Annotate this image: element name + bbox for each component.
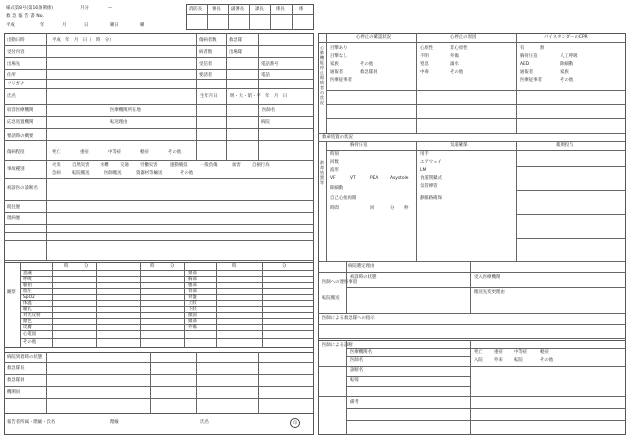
outcome-moderate[interactable]: 中等症 (514, 350, 528, 355)
side-field-tel: 電話 (261, 73, 270, 78)
cpr-family[interactable]: 家族 (560, 70, 569, 75)
vitals-right-abdomen: 腹部 (188, 283, 197, 288)
doctor-diagnosis-title: 医師による診断 (322, 343, 353, 348)
vitals-right-upper-limb: 上肢 (188, 301, 197, 306)
row-label-hospital: 収容医療機関 (7, 108, 34, 113)
airway-lm[interactable]: LM (420, 168, 427, 173)
cpr-compression[interactable]: 胸骨圧迫 (520, 54, 538, 59)
times-unit: 回 (370, 206, 375, 211)
accident-doctor-transport[interactable]: 医師搬送 (104, 171, 122, 176)
ecg-pea[interactable]: PEA (370, 176, 379, 181)
vitals-col-min-2: 分 (170, 264, 175, 269)
airway-esophageal[interactable]: 食道閉鎖式 (420, 176, 442, 181)
cause-choking[interactable]: 窒息 (420, 62, 429, 67)
approval-section: 課長 (255, 7, 264, 12)
accident-transfer[interactable]: 転院搬送 (72, 171, 90, 176)
vitals-right-trauma: 外傷 (188, 325, 197, 330)
row-label-first-aid: 応急処置機関 (7, 120, 34, 125)
row-label-reception: 受付内容 (7, 50, 25, 55)
row-label-injury-degree: 傷病程度 (7, 150, 25, 155)
ecg-asystole[interactable]: Asystole (390, 176, 409, 181)
contact-title: 医師への連絡事項 (322, 280, 358, 285)
vitals-col-min-1: 分 (84, 264, 89, 269)
cause-drowning[interactable]: 溺水 (450, 62, 459, 67)
transfer-title: 転院搬送 (322, 296, 340, 301)
date-era: 平成 (6, 23, 15, 28)
severity-severe[interactable]: 重症 (80, 150, 89, 155)
arrest-other[interactable]: その他 (360, 62, 374, 67)
cpr-ventilation[interactable]: 人工呼吸 (560, 54, 578, 59)
severity-other[interactable]: その他 (168, 150, 182, 155)
cpr-section-title: 胸骨圧迫 (350, 143, 368, 148)
accident-traffic[interactable]: 交通 (120, 163, 129, 168)
accident-sports[interactable]: 運動競技 (170, 163, 188, 168)
vitals-row-ecg: 心電図 (23, 332, 37, 337)
date-weekday-suffix: 曜 (140, 23, 145, 28)
outcome-admit[interactable]: 入院 (474, 358, 483, 363)
airway-section-title: 気道確保 (450, 143, 468, 148)
initial-state: 初診時の状態 (350, 275, 377, 280)
cpr-count: 回数 (330, 160, 339, 165)
crew-member: 救急隊員 (7, 378, 25, 383)
vitals-right-chest: 胸部 (188, 277, 197, 282)
airway-airway[interactable]: エアウェイ (420, 160, 442, 165)
row-label-accident-type: 事故種別 (7, 167, 25, 172)
accident-disaster[interactable]: 自然災害 (72, 163, 90, 168)
time-unit: 時間 (330, 206, 339, 211)
outcome-severe[interactable]: 重症 (494, 350, 503, 355)
side-field-sick: 病者数 (199, 50, 213, 55)
vitals-right-lower-limb: 下肢 (188, 307, 197, 312)
vitals-right-face: 顔面 (188, 313, 197, 318)
vitals-row-face-color: 顔色 (23, 319, 32, 324)
date-weekday: 曜日 (110, 23, 119, 28)
diag-diagnosis: 診断名 (350, 368, 364, 373)
lifesaving-title: 救命処置の状況 (322, 135, 353, 140)
airway-intubation[interactable]: 気管挿管 (420, 184, 438, 189)
vitals-row-consciousness: 意識 (23, 271, 32, 276)
side-field-unit: 救急隊 (229, 38, 243, 43)
change-reason: 搬送先変更理由 (474, 290, 505, 295)
vitals-right-back: 背部 (188, 289, 197, 294)
cpr-yes[interactable]: 有 (520, 46, 525, 51)
arrest-ems[interactable]: 救急隊員 (360, 70, 378, 75)
form-number: 様式第8号(第16条関係) (6, 6, 53, 11)
vitals-grid (4, 262, 314, 348)
outcome-mild[interactable]: 軽症 (540, 350, 549, 355)
vitals-row-pupil: 瞳孔 (23, 307, 32, 312)
accident-assault[interactable]: 加害 (232, 163, 241, 168)
cardiac-arrest-title: 心停止の確認状況 (356, 35, 392, 40)
cpr-aed[interactable]: AED (520, 62, 530, 67)
vitals-row-other: その他 (23, 340, 37, 345)
cpr-no[interactable]: 無 (540, 46, 545, 51)
row-label-history: 既往歴 (7, 205, 21, 210)
severity-dead[interactable]: 死亡 (52, 150, 61, 155)
diag-outcome: 転帰 (350, 378, 359, 383)
row-label-furigana: フリガナ (7, 82, 25, 87)
vitals-row-temp: 体温 (23, 301, 32, 306)
vitals-row-bp: 血圧 (23, 289, 32, 294)
side-field-hospital: 病院 (261, 120, 270, 125)
vitals-row-respiration: 呼吸 (23, 277, 32, 282)
arrest-witnessed[interactable]: 目撃あり (330, 46, 348, 51)
date-month: 月 (62, 23, 67, 28)
accident-self-harm[interactable]: 自損行為 (252, 163, 270, 168)
arrest-medical[interactable]: 医療従事者 (330, 78, 352, 83)
minute-unit: 分 (390, 206, 395, 211)
side-field-dispatched: 出場隊 (229, 50, 243, 55)
month-label: 月分 (80, 6, 89, 11)
row-label-request-summary: 要請時の概要 (7, 134, 34, 139)
vitals-row-skin: 皮膚 (23, 325, 32, 330)
row-label-hospital-address: 医療機関所在地 (110, 108, 141, 113)
iv-section-title: 静脈路確保 (420, 196, 442, 201)
bystander-cpr-title: バイスタンダーのCPR (544, 35, 588, 40)
accident-equipment[interactable]: 資器材等輸送 (136, 171, 163, 176)
diag-doctor-name: 医師名 (350, 358, 364, 363)
arrest-caller[interactable]: 通報者 (330, 70, 344, 75)
date-year: 年 (40, 23, 45, 28)
receiving-hospital: 受入医療機関 (474, 275, 501, 280)
vitals-title: 観察 (7, 290, 16, 295)
severity-mild[interactable]: 軽症 (140, 150, 149, 155)
accident-sudden-illness[interactable]: 急病 (52, 171, 61, 176)
vitals-right-neck: 頸部 (188, 271, 197, 276)
side-field-phone: 電話番号 (261, 62, 279, 67)
cpr-caller[interactable]: 通報者 (520, 70, 534, 75)
crew-leader: 救急隊長 (7, 366, 25, 371)
rosc-label: 自己心拍再開 (330, 196, 357, 201)
form-title: 救 急 報 告 書 No. (6, 14, 44, 19)
vitals-right-pelvis: 骨盤 (188, 295, 197, 300)
severity-moderate[interactable]: 中等症 (108, 150, 122, 155)
cause-cardiac[interactable]: 心原性 (420, 46, 434, 51)
accident-general-injury[interactable]: 一般負傷 (200, 163, 218, 168)
vitals-col-hour-1: 時 (64, 264, 69, 269)
accident-other[interactable]: その他 (180, 171, 194, 176)
row-label-birthdate: 生年月日 (200, 94, 218, 99)
approval-deputy: 副署長 (231, 7, 245, 12)
vitals-col-hour-2: 時 (150, 264, 155, 269)
cpr-other[interactable]: その他 (560, 78, 574, 83)
arrest-cause-title: 心停止の原因 (450, 35, 477, 40)
cause-other[interactable]: その他 (450, 70, 464, 75)
vitals-row-spo2: SpO2 (23, 295, 35, 300)
ecg-waveform: 波形 (330, 168, 339, 173)
outcome-outpatient[interactable]: 外来 (494, 358, 503, 363)
vitals-right-head: 頭部 (188, 319, 197, 324)
vitals-row-pulse: 脈拍 (23, 283, 32, 288)
vitals-col-min-3: 分 (282, 264, 287, 269)
approval-stamps (186, 4, 314, 30)
row-label-present-illness: 現病歴 (7, 216, 21, 221)
row-value-dispatch-time[interactable]: 平成 年 月 日（ 時 分） (52, 38, 114, 43)
cause-unknown[interactable]: 不明 (420, 54, 429, 59)
crew-arrival-state: 病院到着時の状態 (7, 355, 43, 360)
diag-notes: 備考 (350, 400, 359, 405)
crew-driver: 機関員 (7, 390, 21, 395)
hospital-selection-title: 病院選定理由 (348, 264, 375, 269)
second-unit: 秒 (404, 206, 409, 211)
approval-subsection: 係長 (276, 7, 285, 12)
arrest-not-witnessed[interactable]: 目撃なし (330, 54, 348, 59)
row-label-dispatch-time: 出動日時 (7, 38, 25, 43)
row-value-transfer-reason: 転送理由 (110, 120, 128, 125)
approval-chief: 消防長 (189, 7, 203, 12)
approval-staff: 係 (299, 7, 304, 12)
cpr-medical[interactable]: 医療従事者 (520, 78, 542, 83)
vitals-col-hour-3: 時 (232, 264, 237, 269)
vitals-row-light-reflex: 対光反射 (23, 313, 41, 318)
arrest-family[interactable]: 家族 (330, 62, 339, 67)
reporter-label: 報告者所属・階級・氏名 (7, 420, 56, 425)
lifesaving-side-label: 救命処置等 (319, 160, 325, 185)
diag-hospital-name: 医療機関名 (350, 350, 372, 355)
row-label-name: 氏名 (7, 94, 16, 99)
accident-water[interactable]: 水難 (100, 163, 109, 168)
cpa-side-label: 心肺機能停止傷病者の状況 (319, 45, 325, 105)
row-label-destination: 出場先 (7, 62, 21, 67)
outcome-other[interactable]: その他 (540, 358, 554, 363)
outcome-dead[interactable]: 死亡 (474, 350, 483, 355)
accident-labor[interactable]: 労働災害 (140, 163, 158, 168)
seal-stamp: 印 (290, 418, 300, 428)
reporter-rank: 階級 (110, 420, 119, 425)
cpr-time: 時刻 (330, 152, 339, 157)
side-field-receiver: 受信者 (199, 62, 213, 67)
approval-station-head: 署長 (212, 7, 221, 12)
ecg-vf[interactable]: VF (330, 176, 336, 181)
airway-manual[interactable]: 用手 (420, 152, 429, 157)
doctor-instruction-title: 医師による救急隊への指示 (322, 316, 375, 321)
drug-section-title: 薬剤投与 (556, 143, 574, 148)
row-label-diagnosis: 初診医の診断名 (7, 186, 38, 191)
cause-trauma[interactable]: 外傷 (450, 54, 459, 59)
side-field-requester: 要請者 (199, 73, 213, 78)
accident-fire[interactable]: 火災 (52, 163, 61, 168)
cause-noncardiac[interactable]: 非心原性 (450, 46, 468, 51)
ecg-vt[interactable]: VT (350, 176, 356, 181)
row-label-doctor: 医師名 (262, 108, 276, 113)
cpr-defib[interactable]: 除細動 (560, 62, 574, 67)
reporter-name: 氏名 (200, 420, 209, 425)
date-day: 日 (84, 23, 89, 28)
outcome-transfer[interactable]: 転院 (514, 358, 523, 363)
side-field-patients: 傷病者数 (199, 38, 217, 43)
row-value-birthdate[interactable]: 明・大・昭・平 年 月 日 (230, 94, 288, 99)
dash: — (108, 6, 113, 11)
defib-label: 除細動 (330, 186, 344, 191)
row-label-address: 住所 (7, 73, 16, 78)
cause-poisoning[interactable]: 中毒 (420, 70, 429, 75)
